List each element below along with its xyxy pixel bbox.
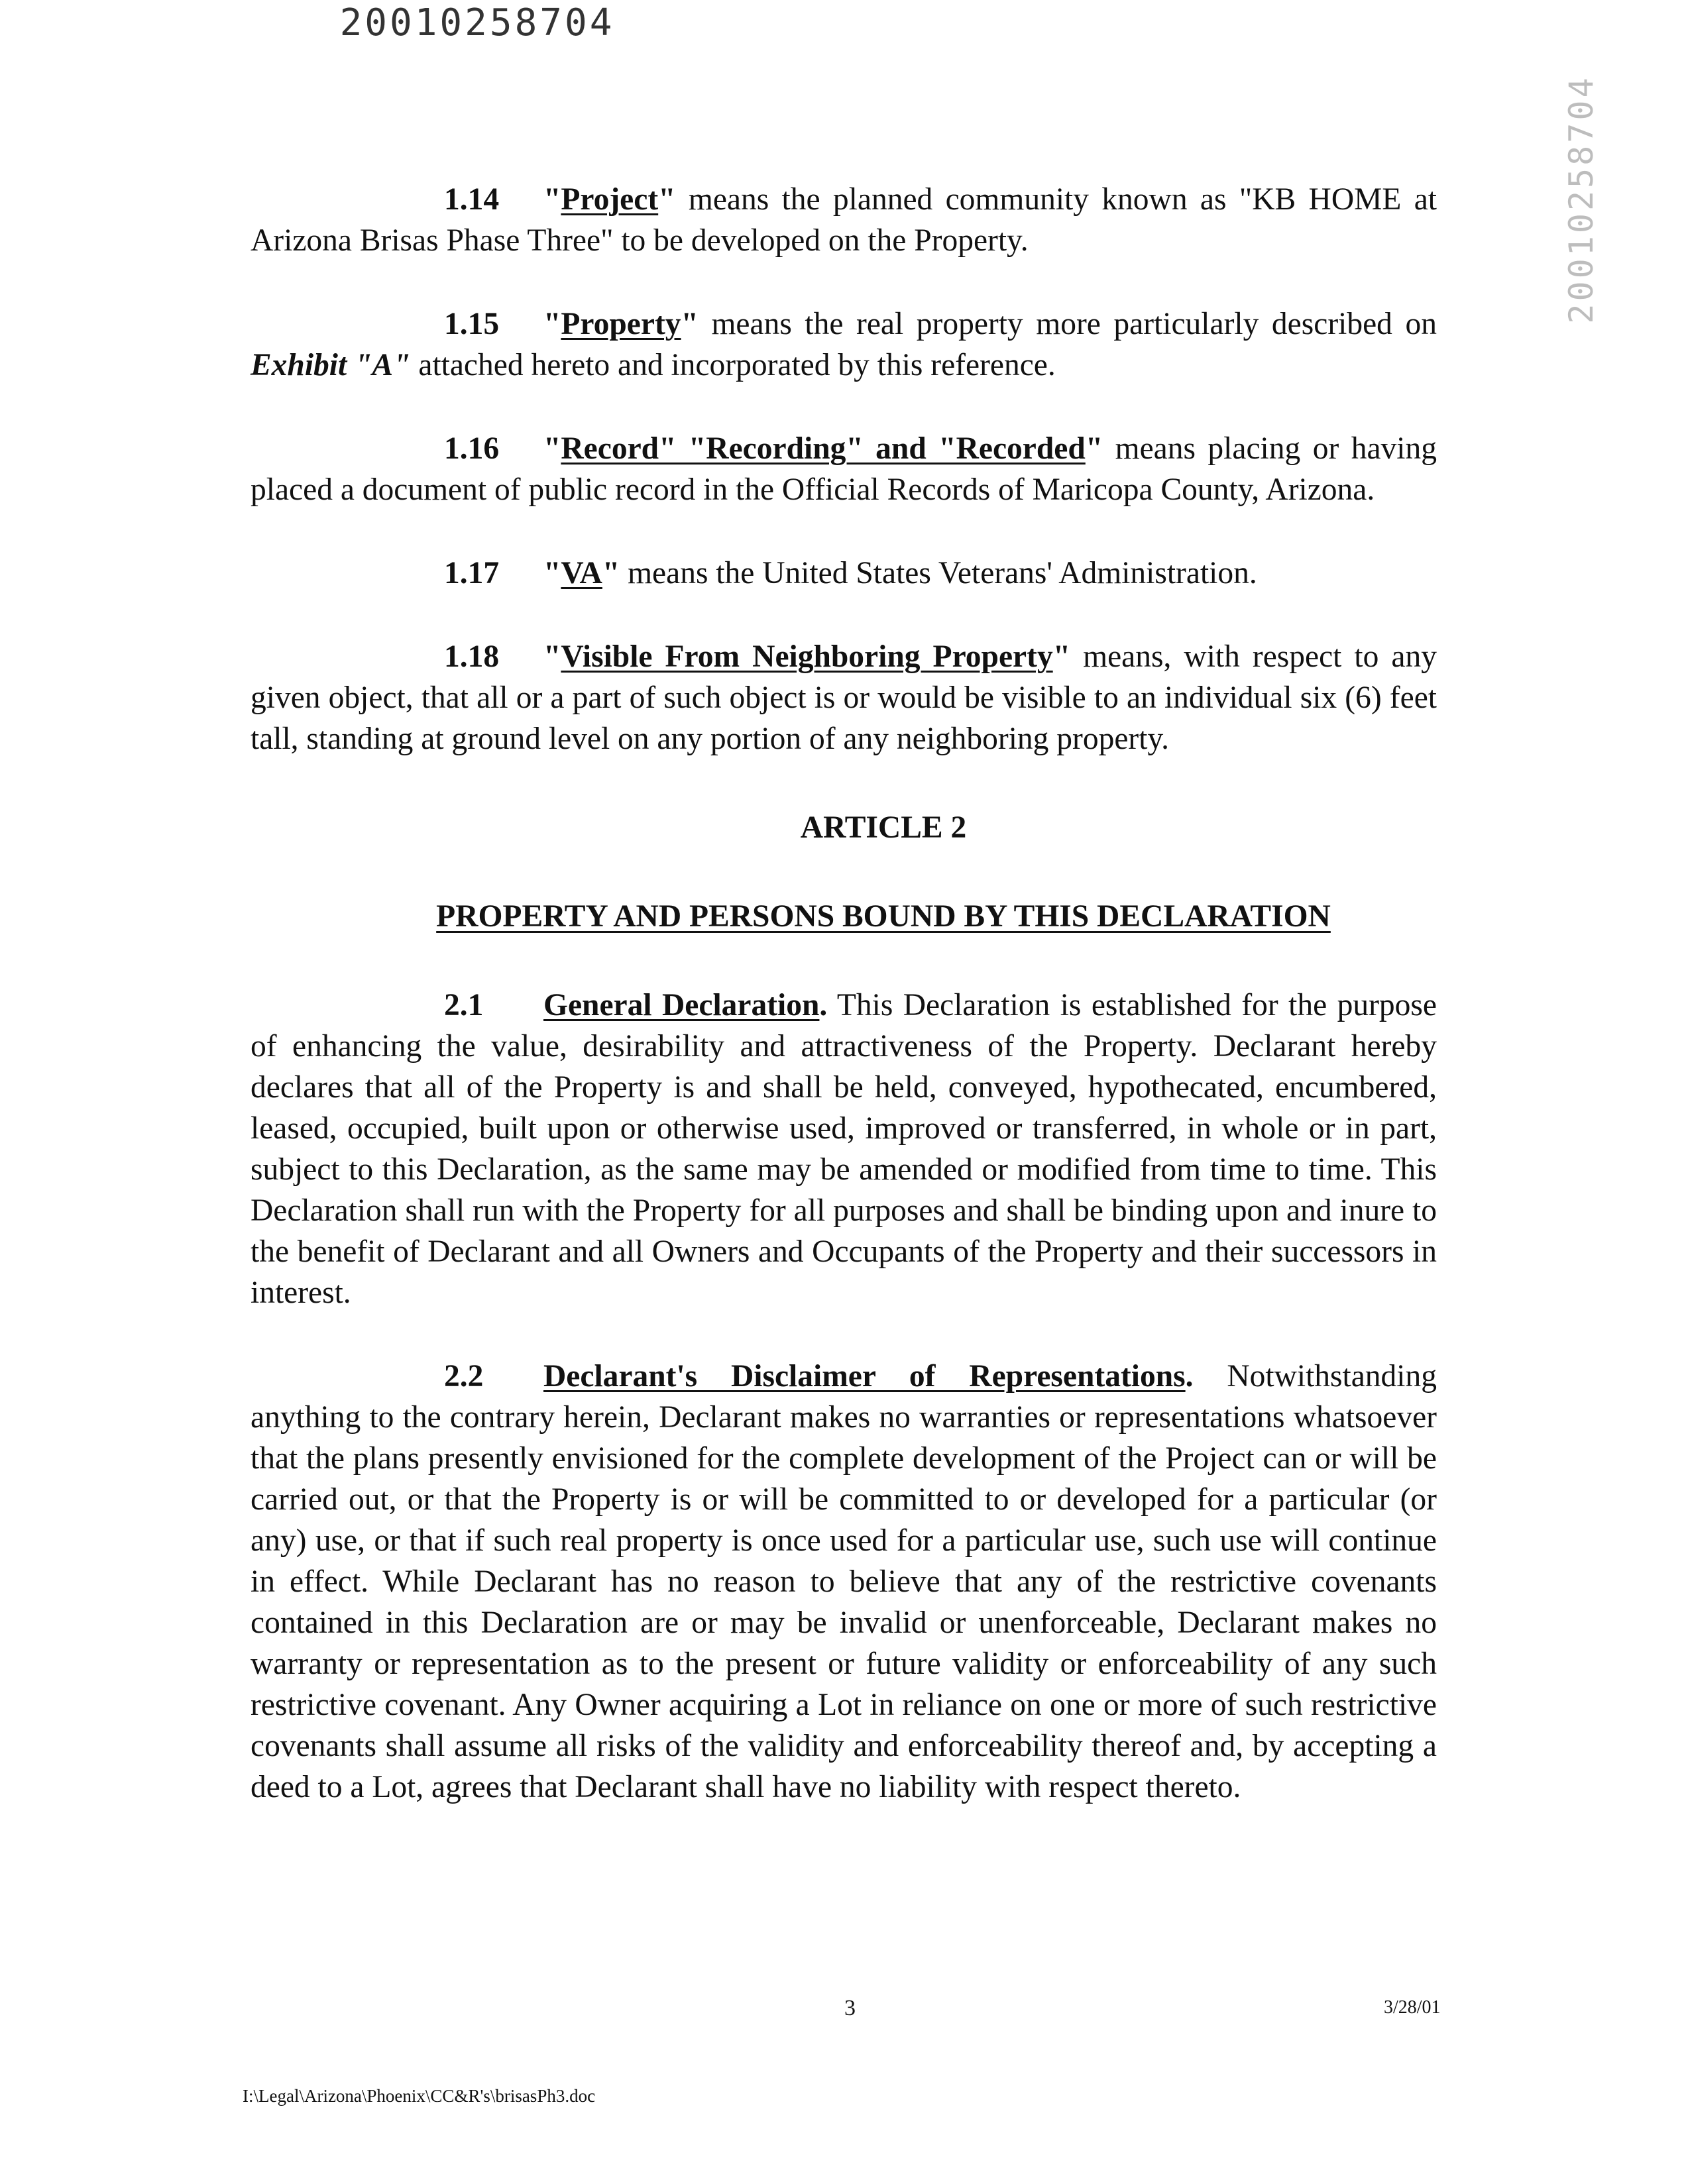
definition-number: 1.15 <box>444 307 500 341</box>
exhibit-reference: Exhibit "A" <box>251 348 411 382</box>
article-heading: ARTICLE 2 <box>800 810 967 845</box>
definition-number: 1.14 <box>444 182 500 217</box>
section-number: 2.1 <box>444 988 484 1022</box>
section-title: Declarant's Disclaimer of Representations <box>543 1359 1186 1393</box>
definition-text: attached hereto and incorporated by this reference. <box>410 348 1056 382</box>
section-title: General Declaration <box>543 988 820 1022</box>
definition-1-15: 1.15 "Property" means the real property more particularly described on Exhibit "A" attached hereto and incorporated by this reference. <box>251 303 1437 386</box>
section-text: Notwithstanding anything to the contrary herein, Declarant makes no warranties or representations whatsoever that the plans presently envisioned for the complete development of the Project can or will be carried out, or that the Property is or will be committed to or developed for a particular (or any) use, or that if such real property is once used for a particular use, such use will continue in effect. While Declarant has no reason to believe that any of the restrictive covenants contained in this Declaration are or may be invalid or unenforceable, Declarant makes no warranty or representation as to the present or future validity or enforceability of any such restrictive covenant. Any Owner acquiring a Lot in reliance on one or more of such restrictive covenants shall assume all risks of the validity and enforceability thereof and, by accepting a deed to a Lot, agrees that Declarant shall have no liability with respect thereto. <box>251 1359 1437 1804</box>
definition-number: 1.16 <box>444 431 500 466</box>
definition-text: means, with respect to any given object, that all or a part of such object is or would be visible to an individual six (6) feet tall, standing at ground level on any portion of any neighboring property. <box>251 639 1437 756</box>
section-2-1: 2.1 General Declaration. This Declaration is established for the purpose of enhancing the value, desirability and attractiveness of the Property. Declarant hereby declares that all of the Property is and shall be held, conveyed, hypothecated, encumbered, leased, occupied, built upon or otherwise used, improved or transferred, in whole or in part, subject to this Declaration, as the same may be amended or modified from time to time. This Declaration shall run with the Property for all purposes and shall be binding upon and inure to the benefit of Declarant and all Owners and Occupants of the Property and their successors in interest. <box>251 985 1437 1313</box>
document-body <box>251 179 1437 1808</box>
defined-term: Record" "Recording" and "Recorded <box>561 431 1086 466</box>
definition-1-18: 1.18 "Visible From Neighboring Property" means, with respect to any given object, that all or a part of such object is or would be visible to an individual six (6) feet tall, standing at ground level on any portion of any neighboring property. <box>251 636 1437 759</box>
file-path: I:\Legal\Arizona\Phoenix\CC&R's\brisasPh3.doc <box>243 2086 596 2106</box>
definition-text: means the United States Veterans' Administration. <box>620 556 1257 590</box>
defined-term: Visible From Neighboring Property <box>561 639 1053 674</box>
definition-1-17: 1.17 "VA" means the United States Veterans' Administration. <box>251 553 1437 594</box>
article-title: PROPERTY AND PERSONS BOUND BY THIS DECLARATION <box>436 899 1331 934</box>
definition-text: means the real property more particularly described on <box>698 307 1437 341</box>
recording-number: 20010258704 <box>339 1 615 44</box>
side-stamp-text: 20010258704 <box>1562 75 1601 324</box>
revision-date: 3/28/01 <box>1384 1997 1441 2018</box>
definition-1-16: 1.16 "Record" "Recording" and "Recorded" means placing or having placed a document of public record in the Official Records of Maricopa County, Arizona. <box>251 428 1437 510</box>
definition-number: 1.18 <box>444 639 500 674</box>
definition-1-14: 1.14 "Project" means the planned community known as "KB HOME at Arizona Brisas Phase Three" to be developed on the Property. <box>251 179 1437 261</box>
page-number: 3 <box>844 1996 856 2020</box>
definition-number: 1.17 <box>444 556 500 590</box>
section-text: This Declaration is established for the purpose of enhancing the value, desirability and attractiveness of the Property. Declarant hereby declares that all of the Property is and shall be held, conveyed, hypothecated, encumbered, leased, occupied, built upon or otherwise used, improved or transferred, in whole or in part, subject to this Declaration, as the same may be amended or modified from time to time. This Declaration shall run with the Property for all purposes and shall be binding upon and inure to the benefit of Declarant and all Owners and Occupants of the Property and their successors in interest. <box>251 988 1437 1310</box>
defined-term: VA <box>561 556 602 590</box>
definition-text: means the planned community known as "KB HOME at Arizona Brisas Phase Three" to be developed on the Property. <box>251 182 1437 258</box>
defined-term: Property <box>561 307 681 341</box>
side-stamp <box>1555 75 1608 324</box>
defined-term: Project <box>561 182 659 217</box>
section-2-2: 2.2 Declarant's Disclaimer of Representations. Notwithstanding anything to the contrary herein, Declarant makes no warranties or representations whatsoever that the plans presently envisioned for the complete development of the Project can or will be carried out, or that the Property is or will be committed to or developed for a particular (or any) use, or that if such real property is once used for a particular use, such use will continue in effect. While Declarant has no reason to believe that any of the restrictive covenants contained in this Declaration are or may be invalid or unenforceable, Declarant makes no warranty or representation as to the present or future validity or enforceability of any such restrictive covenant. Any Owner acquiring a Lot in reliance on one or more of such restrictive covenants shall assume all risks of the validity and enforceability thereof and, by accepting a deed to a Lot, agrees that Declarant shall have no liability with respect thereto. <box>251 1356 1437 1808</box>
definition-text: means placing or having placed a document of public record in the Official Records of Maricopa County, Arizona. <box>251 431 1437 507</box>
section-number: 2.2 <box>444 1359 484 1393</box>
